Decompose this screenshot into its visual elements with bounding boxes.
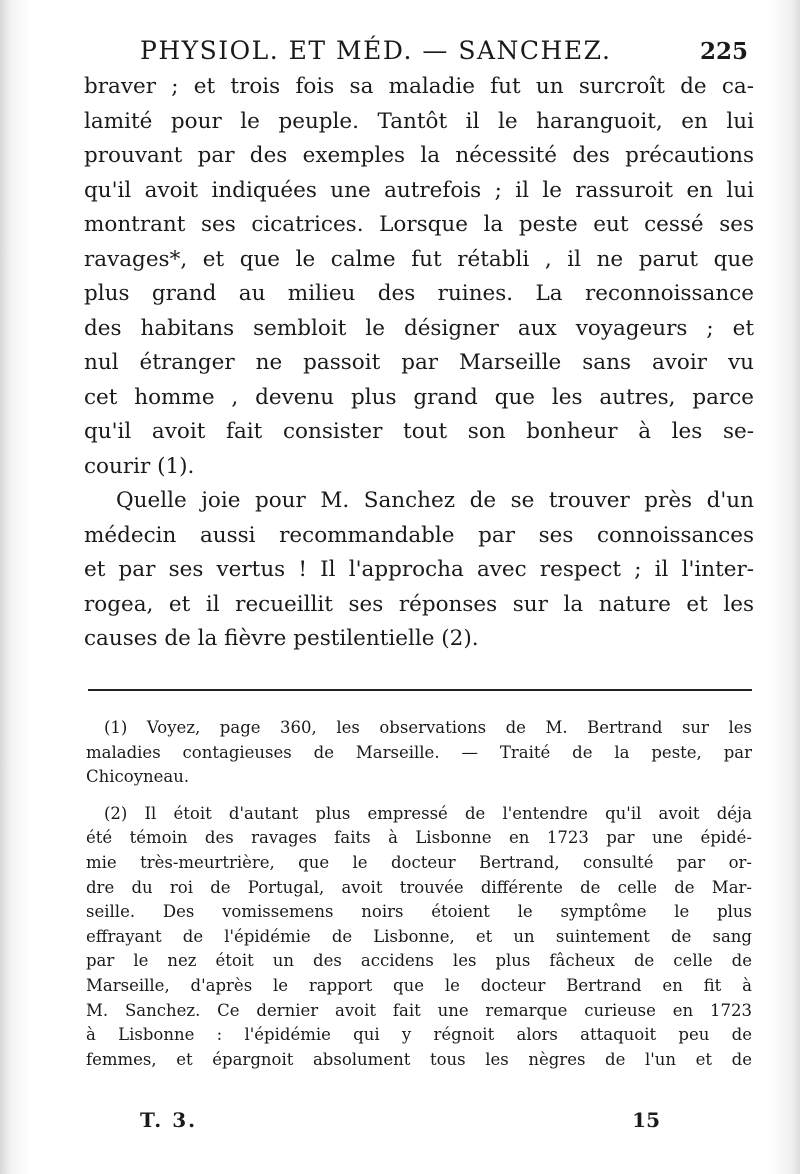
sheet-number: 15 — [632, 1108, 660, 1132]
footnote-line: Marseille, d'après le rapport que le docteur Bertrand en fit à — [86, 975, 752, 995]
footnote-line: à Lisbonne : l'épidémie qui y régnoit alors attaquoit peu de — [86, 1025, 752, 1045]
page-number: 225 — [699, 38, 748, 65]
footnote-line: (1) Voyez, page 360, les observations de M. Bertrand sur les — [104, 718, 752, 737]
footnote-line: Chicoyneau. — [86, 767, 190, 787]
footnote-line: mie très-meurtrière, que le docteur Bertrand, consulté par or- — [86, 852, 752, 872]
footnote-line: par le nez étoit un des accidens les plus fâcheux de celle de — [86, 951, 752, 971]
footnote-gap — [86, 790, 752, 802]
text-line: braver ; et trois fois sa maladie fut un surcroît de ca- — [84, 74, 754, 99]
paragraph-start-line: Quelle joie pour M. Sanchez de se trouver près d'un — [116, 488, 754, 513]
footnote-line: maladies contagieuses de Marseille. — Traité de la peste, par — [86, 742, 752, 762]
main-text — [84, 70, 754, 657]
text-line: prouvant par des exemples la nécessité des précautions — [84, 143, 754, 168]
paragraph-end-line: causes de la fièvre pestilentielle (2). — [84, 626, 479, 651]
page-footer — [140, 1108, 660, 1138]
text-line: des habitans sembloit le désigner aux voyageurs ; et — [84, 315, 754, 341]
footnote-line: M. Sanchez. Ce dernier avoit fait une remarque curieuse en 1723 — [86, 1000, 752, 1020]
text-line: ravages*, et que le calme fut rétabli , il ne parut que — [84, 246, 754, 272]
footnote-2 — [86, 802, 752, 1073]
footnote-line: effrayant de l'épidémie de Lisbonne, et un suintement de sang — [86, 926, 752, 946]
footnotes — [86, 716, 752, 1072]
running-head: PHYSIOL. ET MÉD. — SANCHEZ. — [140, 36, 612, 65]
text-line: nul étranger ne passoit par Marseille sans avoir vu — [84, 350, 754, 375]
footnote-separator-rule — [88, 689, 752, 691]
text-line: cet homme , devenu plus grand que les autres, parce — [84, 384, 754, 410]
text-line: et par ses vertus ! Il l'approcha avec respect ; il l'inter- — [84, 557, 754, 582]
footnote-line: seille. Des vomissemens noirs étoient le symptôme le plus — [86, 902, 752, 922]
text-line: rogea, et il recueillit ses réponses sur la nature et les — [84, 591, 754, 617]
text-line: plus grand au milieu des ruines. La reconnoissance — [84, 281, 754, 306]
paragraph-end-line: courir (1). — [84, 453, 195, 479]
footnote-line: dre du roi de Portugal, avoit trouvée différente de celle de Mar- — [86, 877, 752, 897]
footnote-line: (2) Il étoit d'autant plus empressé de l'entendre qu'il avoit déja — [104, 803, 752, 823]
footnote-line: femmes, et épargnoit absolument tous les nègres de l'un et de — [86, 1049, 752, 1069]
page-header — [140, 36, 760, 70]
volume-signature: T. 3. — [140, 1108, 198, 1132]
text-line: qu'il avoit fait consister tout son bonheur à les se- — [84, 419, 754, 444]
footnote-1 — [86, 716, 752, 790]
text-line: qu'il avoit indiquées une autrefois ; il le rassuroit en lui — [84, 177, 754, 203]
text-line: médecin aussi recommandable par ses connoissances — [84, 522, 754, 548]
footnote-line: été témoin des ravages faits à Lisbonne en 1723 par une épidé- — [86, 828, 752, 848]
text-line: lamité pour le peuple. Tantôt il le haranguoit, en lui — [84, 108, 754, 134]
text-line: montrant ses cicatrices. Lorsque la peste eut cessé ses — [84, 212, 754, 237]
